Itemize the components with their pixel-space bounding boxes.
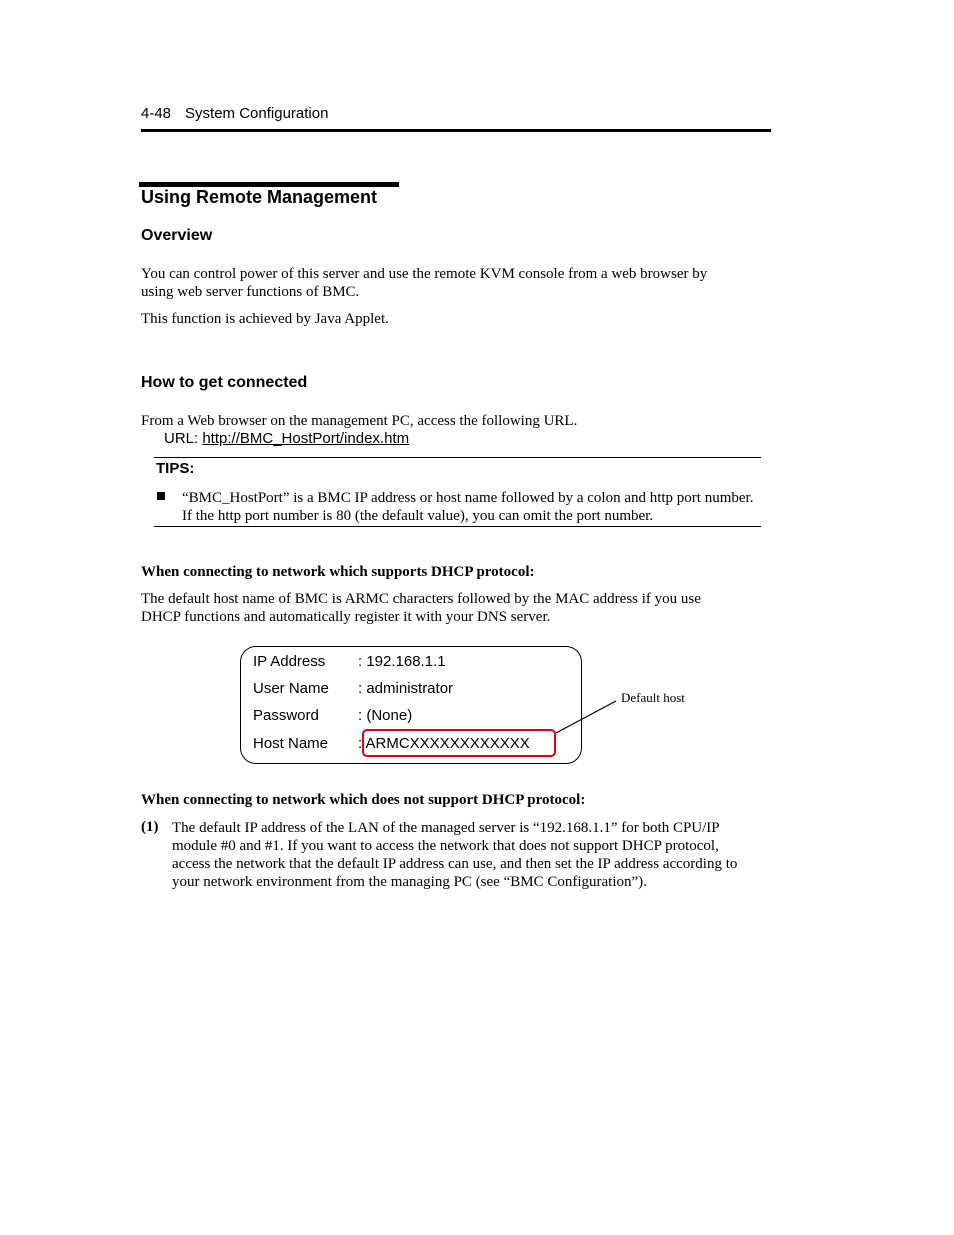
callout-line [540, 695, 630, 740]
dhcp-heading: When connecting to network which supports DHCP protocol: [141, 564, 535, 580]
info-label-host: Host Name [253, 735, 329, 752]
overview-paragraph-1: You can control power of this server and use the remote KVM console from a web browser by using web server functions of BMC. [141, 266, 708, 300]
section-title: Using Remote Management [141, 187, 378, 207]
info-label-user: User Name [253, 680, 329, 697]
info-label-ip: IP Address [253, 653, 326, 670]
info-value-password: : (None) [358, 707, 413, 724]
info-value-host: : ARMCXXXXXXXXXXXX [358, 735, 530, 752]
dhcp-paragraph: The default host name of BMC is ARMC characters followed by the MAC address if you use DHCP functions and automatically register it with your DNS server. [141, 591, 701, 625]
connect-heading: How to get connected [141, 374, 308, 391]
overview-heading: Overview [141, 227, 213, 244]
tips-title: TIPS: [156, 460, 195, 477]
tips-bottom-rule [154, 526, 761, 527]
header-rule [141, 129, 771, 132]
callout-label: Default host [621, 690, 685, 705]
tips-top-rule [154, 457, 761, 458]
url-line [164, 430, 409, 447]
no-dhcp-heading: When connecting to network which does not support DHCP protocol: [141, 792, 586, 808]
running-header [141, 105, 328, 122]
tips-bullet-text: “BMC_HostPort” is a BMC IP address or host name followed by a colon and http port number. If the http port number is 80 (the default value), you can omit the port number. [182, 490, 754, 524]
connect-intro: From a Web browser on the management PC, access the following URL. [141, 413, 578, 429]
host-name-highlight [362, 729, 556, 757]
info-value-ip: : 192.168.1.1 [358, 653, 446, 670]
chapter-title: System Configuration [185, 105, 329, 122]
item-number: (1) [141, 819, 159, 835]
item-text: The default IP address of the LAN of the managed server is “192.168.1.1” for both CPU/IP module #0 and #1. If you want to access the network that does not support DHCP protocol, access the network that the default IP address can use, and then set the IP address according to your network environment from the managing PC (see “BMC Configuration”). [172, 820, 738, 890]
page-number: 4-48 [141, 105, 172, 122]
info-label-password: Password [253, 707, 319, 724]
url-link[interactable]: http://BMC_HostPort/index.htm [202, 430, 410, 447]
overview-paragraph-2: This function is achieved by Java Applet. [141, 311, 389, 327]
info-value-user: : administrator [358, 680, 454, 697]
square-bullet-icon [157, 492, 165, 500]
url-label: URL: [164, 430, 203, 447]
